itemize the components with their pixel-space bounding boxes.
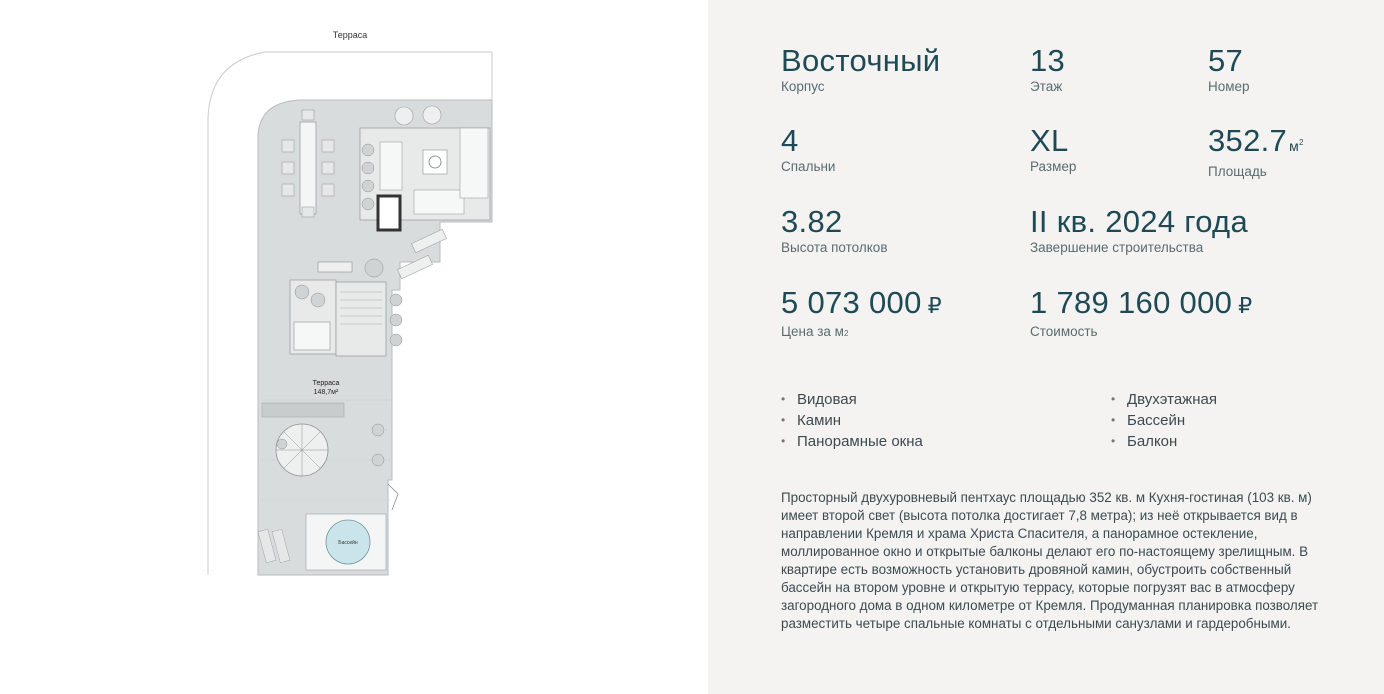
door	[388, 484, 398, 510]
completion-stat	[1030, 205, 1248, 256]
bedrooms-value: 4	[781, 123, 799, 158]
total-price-row	[1030, 286, 1252, 323]
number-label: Номер	[1208, 79, 1250, 94]
plant	[365, 259, 383, 277]
round-table	[423, 106, 441, 124]
price-per-m-label-row	[781, 324, 942, 340]
building-value: Восточный	[781, 43, 941, 78]
bedrooms-label: Спальни	[781, 159, 836, 174]
floor-value: 13	[1030, 43, 1066, 78]
number-stat	[1208, 44, 1250, 95]
feature-item: • Панорамные окна	[781, 431, 923, 452]
completion-value: II кв. 2024 года	[1030, 204, 1248, 239]
price-per-m-label-sup: 2	[843, 329, 849, 338]
umbrella	[276, 424, 328, 476]
area-unit: м	[1289, 138, 1300, 154]
area-label: Площадь	[1208, 164, 1267, 179]
total-price-stat	[1030, 286, 1252, 340]
feature-item: • Двухэтажная	[1111, 389, 1217, 410]
total-price-label: Стоимость	[1030, 324, 1098, 339]
feature-item: • Камин	[781, 410, 923, 431]
area-value: 352.7	[1208, 123, 1288, 158]
svg-text:Бассейн: Бассейн	[338, 540, 358, 546]
building-stat	[781, 44, 940, 95]
floor-plan[interactable]	[150, 20, 570, 590]
bedrooms-stat	[781, 124, 835, 175]
size-label: Размер	[1030, 159, 1077, 174]
size-value: XL	[1030, 123, 1069, 158]
size-stat	[1030, 124, 1076, 175]
number-value: 57	[1208, 43, 1244, 78]
round-table	[395, 107, 413, 125]
total-price-value: 1 789 160 000	[1030, 285, 1233, 320]
grill	[318, 262, 352, 272]
ruble-icon: ₽	[1238, 293, 1253, 318]
top-terrace-label: Терраса	[332, 30, 368, 40]
building-label: Корпус	[781, 79, 825, 94]
terrace-label: Терраса	[312, 380, 340, 387]
completion-label: Завершение строительства	[1030, 240, 1204, 255]
features-list-right	[1111, 389, 1217, 452]
price-per-m-stat	[781, 286, 942, 340]
area-stat	[1208, 124, 1304, 180]
area-unit-sup: 2	[1299, 138, 1304, 147]
terrace-area-label: 148,7м²	[313, 389, 339, 396]
ceiling-value: 3.82	[781, 204, 843, 239]
floor-label: Этаж	[1030, 79, 1063, 94]
feature-item: • Бассейн	[1111, 410, 1217, 431]
area-value-row	[1208, 124, 1304, 163]
feature-item: • Балкон	[1111, 431, 1217, 452]
lounge-area	[360, 128, 490, 230]
feature-item: • Видовая	[781, 389, 923, 410]
stair-block	[290, 280, 402, 356]
ceiling-label: Высота потолков	[781, 240, 888, 255]
ruble-icon: ₽	[927, 293, 942, 318]
floor-stat	[1030, 44, 1065, 95]
description: Просторный двухуровневый пентхаус площадью 352 кв. м Кухня-гостиная (103 кв. м) имеет второй свет (высота потолка достигает 7,8 метра); из неё открывается вид в направлении Кремля и храма Христа Спасителя, а панорамное остекление, моллированное окно и открытые балконы делают его по-настоящему зрелищным. В квартире есть возможность установить дровяной камин, обустроить собственный бассейн на втором уровне и открытую террасу, которые погрузят вас в атмосферу загородного дома в одном километре от Кремля. Продуманная планировка позволяет разместить четыре спальные комнаты с отдельными санузлами и гардеробными.	[781, 490, 1319, 631]
price-per-m-value: 5 073 000	[781, 285, 922, 320]
features-list-left	[781, 389, 923, 452]
planter	[262, 403, 344, 417]
ceiling-stat	[781, 205, 888, 256]
price-per-m-label: Цена за м	[781, 324, 844, 339]
price-per-m-row	[781, 286, 942, 323]
